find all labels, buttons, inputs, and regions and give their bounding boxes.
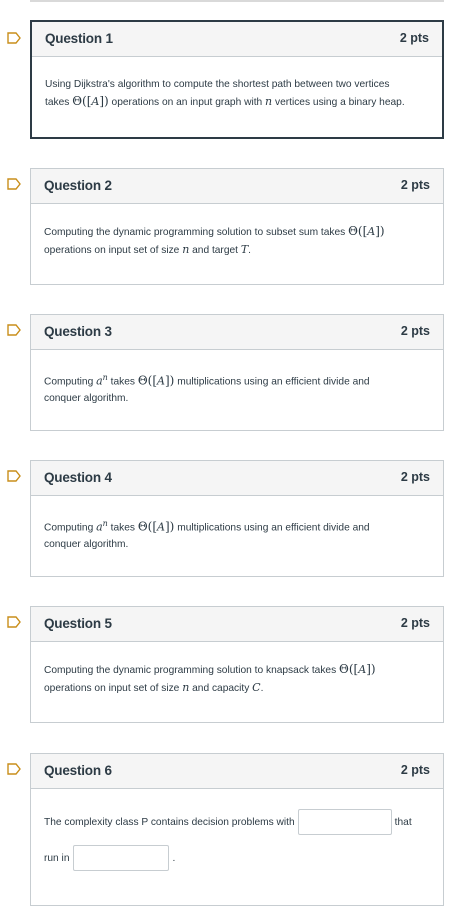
question-text-line: operations on input set of size n and capacity C. [44, 681, 264, 694]
question-5-header [31, 607, 443, 642]
question-6-header [31, 754, 443, 789]
blank-variable-a[interactable]: A [358, 663, 367, 676]
top-divider [30, 0, 444, 2]
question-text-line: operations on input set of size n and target T. [44, 243, 252, 256]
question-points: 2 pts [399, 31, 429, 45]
answer-blank-1[interactable] [298, 809, 392, 835]
flag-question-icon[interactable] [7, 178, 21, 190]
question-text-line: takes Θ([A]) operations on an input graph with n vertices using a binary heap. [45, 94, 405, 108]
question-2-body [31, 204, 443, 259]
flag-question-icon[interactable] [7, 32, 21, 44]
question-6-body [31, 789, 443, 873]
blank-variable-a[interactable]: A [157, 520, 165, 534]
question-text-line: conquer algorithm. [44, 539, 129, 551]
theta-symbol: Θ([ [137, 519, 158, 534]
question-title: Question 5 [44, 616, 112, 631]
theta-symbol: Θ([ [348, 224, 368, 238]
blank-variable-a[interactable]: A [157, 374, 165, 388]
question-points: 2 pts [400, 470, 430, 484]
question-title: Question 4 [44, 470, 112, 485]
theta-symbol: Θ([ [137, 373, 158, 388]
flag-question-icon[interactable] [7, 324, 21, 336]
question-2-card [30, 168, 444, 285]
question-text-line: Computing the dynamic programming solution to subset sum takes Θ([A]) [44, 224, 385, 238]
question-5-body [31, 642, 443, 697]
question-text-line: Using Dijkstra's algorithm to compute the shortest path between two vertices [45, 79, 390, 90]
question-text-line: The complexity class P contains decision problems with that [44, 807, 430, 837]
question-title: Question 2 [44, 178, 112, 193]
question-text-line: Computing the dynamic programming solution to knapsack takes Θ([A]) [44, 662, 376, 676]
flag-question-icon[interactable] [7, 763, 21, 775]
question-text-line: conquer algorithm. [44, 393, 129, 405]
question-3-body [31, 350, 443, 407]
flag-question-icon[interactable] [7, 470, 21, 482]
question-text-line: Computing $a^n$ takes Θ([A]) multiplications using an efficient divide and [44, 373, 370, 388]
question-points: 2 pts [400, 324, 430, 338]
question-text-line: run in . [44, 843, 430, 873]
question-5-card [30, 606, 444, 723]
theta-symbol: Θ([ [72, 94, 92, 108]
question-4-card [30, 460, 444, 577]
question-1-body [32, 57, 442, 111]
question-3-card [30, 314, 444, 431]
flag-question-icon[interactable] [7, 616, 21, 628]
question-title: Question 6 [44, 763, 112, 778]
question-points: 2 pts [400, 763, 430, 777]
question-6-card [30, 753, 444, 906]
question-points: 2 pts [400, 616, 430, 630]
question-4-header [31, 461, 443, 496]
question-title: Question 1 [45, 31, 113, 46]
question-1-card [30, 20, 444, 139]
question-4-body [31, 496, 443, 553]
answer-blank-2[interactable] [73, 845, 169, 871]
blank-variable-a[interactable]: A [91, 95, 100, 108]
question-points: 2 pts [400, 178, 430, 192]
question-2-header [31, 169, 443, 204]
question-text-line: Computing $a^n$ takes Θ([A]) multiplications using an efficient divide and [44, 519, 370, 534]
blank-variable-a[interactable]: A [367, 225, 376, 238]
theta-symbol: Θ([ [339, 662, 359, 676]
question-1-header [32, 22, 442, 57]
question-3-header [31, 315, 443, 350]
question-title: Question 3 [44, 324, 112, 339]
